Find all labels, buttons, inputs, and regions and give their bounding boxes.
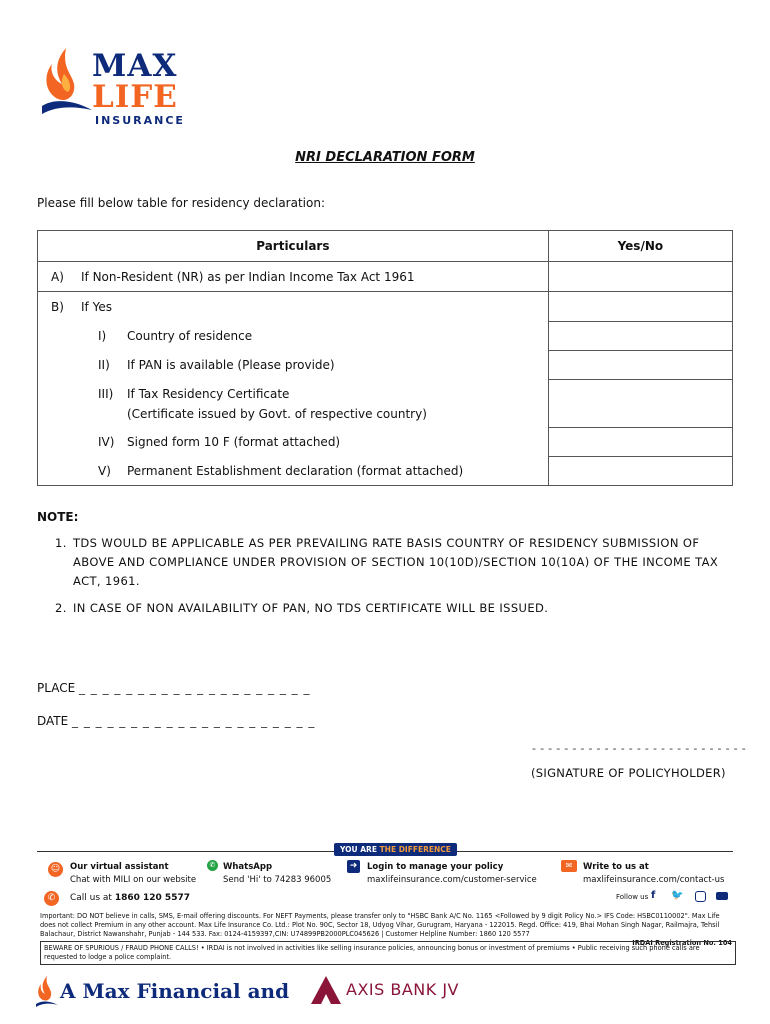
call-prefix: Call us at <box>70 893 115 903</box>
date-field[interactable] <box>37 714 315 728</box>
place-line: _ _ _ _ _ _ _ _ _ _ _ _ _ _ _ _ _ _ _ _ <box>78 681 311 695</box>
login-link[interactable]: maxlifeinsurance.com/customer-service <box>367 875 537 885</box>
form-intro: Please fill below table for residency declaration: <box>37 196 325 210</box>
form-title: NRI DECLARATION FORM <box>295 150 475 165</box>
assistant-icon: ☺ <box>48 862 63 877</box>
row-index: IV) <box>98 435 115 449</box>
instagram-icon[interactable] <box>695 891 706 902</box>
signature-line[interactable]: - - - - - - - - - - - - - - - - - - - - - - - - - - - <box>532 742 746 755</box>
table-row <box>38 456 733 486</box>
row-text-sub: (Certificate issued by Govt. of respective country) <box>127 407 427 421</box>
row-index: II) <box>98 358 110 372</box>
write-title: Write to us at <box>583 862 649 872</box>
whatsapp-icon: ✆ <box>207 860 218 871</box>
flame-icon <box>36 974 58 1008</box>
whatsapp-title: WhatsApp <box>223 862 273 872</box>
row-text: If Tax Residency Certificate <box>127 387 290 401</box>
note-number: 2. <box>55 601 67 615</box>
row-index: I) <box>98 329 107 343</box>
table-header-row <box>38 231 733 262</box>
login-icon: ➜ <box>347 860 360 873</box>
login-title: Login to manage your policy <box>367 862 504 872</box>
table-row <box>38 262 733 292</box>
call-number[interactable]: 1860 120 5577 <box>114 893 190 903</box>
row-text: Signed form 10 F (format attached) <box>127 435 341 449</box>
row-text: If PAN is available (Please provide) <box>127 358 335 372</box>
date-line: _ _ _ _ _ _ _ _ _ _ _ _ _ _ _ _ _ _ _ _ _ <box>72 714 316 728</box>
fraud-warning-box: BEWARE OF SPURIOUS / FRAUD PHONE CALLS! • IRDAI is not involved in activities like selling insurance policies, announcing bonus or investment of premiums • Public receiving such phone calls are requested to lodge a police complaint. <box>40 941 736 965</box>
row-text: Permanent Establishment declaration (format attached) <box>127 464 464 478</box>
logo-text-max: MAX <box>92 48 178 84</box>
axis-bank-logo-icon <box>311 976 341 1004</box>
contact-link[interactable]: maxlifeinsurance.com/contact-us <box>583 875 725 885</box>
login-block <box>367 861 537 887</box>
youtube-icon[interactable] <box>716 892 728 900</box>
table-row <box>38 379 733 427</box>
column-header-yes-no: Yes/No <box>548 231 732 262</box>
twitter-icon[interactable]: 🐦 <box>671 890 684 901</box>
note-item <box>55 599 735 619</box>
row-index: III) <box>98 387 114 401</box>
note-text: IN CASE OF NON AVAILABILITY OF PAN, NO TDS CERTIFICATE WILL BE ISSUED. <box>73 601 549 615</box>
logo-text-life: LIFE <box>92 79 178 115</box>
note-number: 1. <box>55 536 67 550</box>
answer-cell-pe-declaration[interactable] <box>548 456 732 486</box>
table-row <box>38 292 733 322</box>
whatsapp-text: Send 'Hi' to 74283 96005 <box>223 875 332 885</box>
flame-icon <box>40 44 92 126</box>
place-field[interactable] <box>37 681 310 695</box>
tagline-prefix: YOU ARE <box>340 845 380 854</box>
answer-cell-trc[interactable] <box>548 379 732 427</box>
virtual-assistant-block <box>70 861 196 887</box>
row-index: V) <box>98 464 111 478</box>
phone-icon: ✆ <box>44 891 59 906</box>
table-row <box>38 350 733 379</box>
assistant-title: Our virtual assistant <box>70 862 169 872</box>
axis-bank-jv-text: AXIS BANK JV <box>346 980 459 999</box>
note-item <box>55 534 735 594</box>
important-text: Important: DO NOT believe in calls, SMS, E-mail offering discounts. For NEFT Payments, please transfer only to "HSBC Bank A/C No. 1165 <Followed by 9 digit Policy No.> IFS Code: HSBC0110002". Max Life does not collect Premium in any other account. Max Life Insurance Co. Ltd.: Plot No. 90C, Sector 18, Udyog Vihar, Gurugram, Haryana - 122015. Regd. Office: 419, Bhai Mohan Singh Nagar, Railmajra, Tehsil Balachaur, District Nawanshahr, Punjab - 144 533. Fax: 0124-4159397,CIN: U74899PB2000PLC045626 | Customer Helpline Number: 1860 120 5577 <box>40 912 720 938</box>
row-index: B) <box>51 300 64 314</box>
chat-icon: ✉ <box>561 860 577 872</box>
row-text: If Non-Resident (NR) as per Indian Income Tax Act 1961 <box>81 270 415 284</box>
facebook-icon[interactable]: f <box>651 890 656 901</box>
write-block <box>583 861 724 887</box>
jv-text: A Max Financial and <box>60 979 290 1003</box>
row-text: If Yes <box>81 300 112 314</box>
column-header-particulars: Particulars <box>38 231 549 262</box>
row-text: Country of residence <box>127 329 253 343</box>
answer-cell-country[interactable] <box>548 321 732 350</box>
max-life-logo <box>40 44 190 130</box>
row-index: A) <box>51 270 64 284</box>
logo-text-insurance: INSURANCE <box>95 114 185 127</box>
note-text: TDS WOULD BE APPLICABLE AS PER PREVAILING RATE BASIS COUNTRY OF RESIDENCY SUBMISSION OF ABOVE AND COMPLIANCE UNDER PROVISION OF SECTION 10(10D)/SECTION 10(10A) OF THE INCOME TAX ACT, 1961. <box>73 536 719 588</box>
answer-cell-pan[interactable] <box>548 350 732 379</box>
signature-label: (SIGNATURE OF POLICYHOLDER) <box>531 766 726 780</box>
answer-cell-form-10f[interactable] <box>548 427 732 456</box>
answer-cell-nr[interactable] <box>548 262 732 292</box>
call-block <box>70 892 190 905</box>
tagline-highlight: THE DIFFERENCE <box>379 845 451 854</box>
irdai-registration: IRDAI Registration No. 104 <box>632 939 732 947</box>
place-label: PLACE <box>37 681 76 695</box>
answer-cell-if-yes[interactable] <box>548 292 732 322</box>
date-label: DATE <box>37 714 69 728</box>
follow-label: Follow us <box>616 893 649 901</box>
table-row <box>38 321 733 350</box>
whatsapp-block <box>223 861 331 887</box>
note-heading: NOTE: <box>37 510 79 524</box>
assistant-text: Chat with MILI on our website <box>70 875 197 885</box>
declaration-table <box>37 230 733 486</box>
tagline-badge <box>334 843 457 856</box>
table-row <box>38 427 733 456</box>
